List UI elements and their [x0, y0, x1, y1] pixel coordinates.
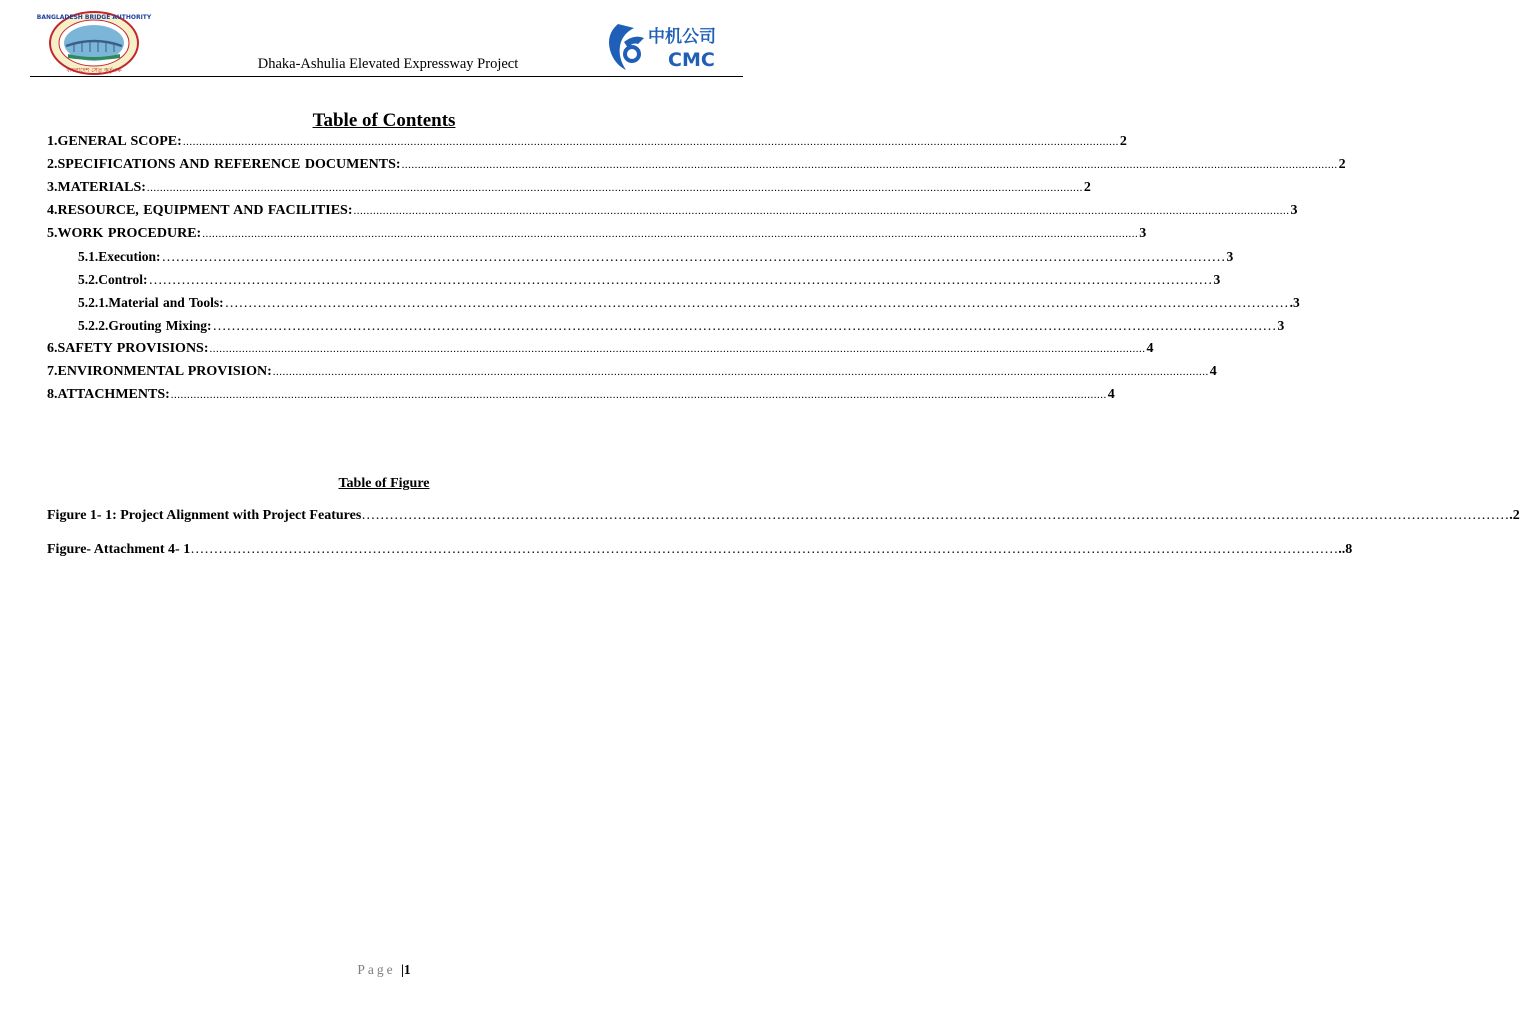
toc-entry-text: GENERAL SCOPE:	[57, 134, 182, 149]
cmc-logo-cn: 中机公司	[648, 27, 716, 47]
toc-entry[interactable]	[47, 387, 1115, 410]
header-title: Dhaka-Ashulia Elevated Expressway Project	[257, 56, 519, 72]
page-number: 1	[403, 962, 411, 977]
figure-dot-leader	[361, 508, 1509, 524]
toc-entry-text: Material and Tools:	[108, 295, 224, 310]
toc-dot-leader	[149, 273, 1213, 289]
toc-entry-page: 3	[1277, 318, 1285, 333]
toc-entry-page: 3	[1139, 226, 1147, 241]
toc-subentry[interactable]	[47, 272, 1221, 295]
toc-entry-page: 4	[1209, 364, 1217, 379]
figure-entry-page: .2	[1509, 508, 1520, 523]
toc-dot-leader	[353, 205, 1289, 217]
toc-entry-number: 7.	[47, 364, 58, 379]
toc-entry-number: 6.	[47, 341, 58, 356]
toc-entry-text: SPECIFICATIONS AND REFERENCE DOCUMENTS:	[57, 157, 401, 172]
toc-dot-leader	[162, 250, 1226, 266]
toc-entry[interactable]	[47, 180, 1091, 203]
toc-dot-leader	[213, 319, 1277, 335]
toc-dot-leader	[210, 343, 1146, 355]
toc-subentry[interactable]	[47, 249, 1234, 272]
toc-entry-text: WORK PROCEDURE:	[57, 226, 202, 241]
toc-entry-page: 3	[1213, 272, 1221, 287]
toc-dot-leader	[402, 159, 1338, 171]
header-divider	[30, 76, 743, 77]
toc-list	[47, 134, 1346, 410]
toc-dot-leader	[225, 296, 1289, 312]
toc-entry-page: 3	[1290, 203, 1298, 218]
toc-entry-number: 5.2.2.	[78, 318, 109, 333]
figure-entry-text: Figure 1- 1: Project Alignment with Project Features	[47, 508, 362, 523]
toc-entry-text: MATERIALS:	[57, 180, 146, 195]
cmc-logo	[604, 20, 732, 74]
toc-dot-leader	[273, 366, 1209, 378]
cmc-logo-en: CMC	[668, 49, 715, 71]
toc-entry-number: 2.	[47, 157, 58, 172]
toc-entry-number: 5.2.1.	[78, 295, 109, 310]
toc-subentry[interactable]	[47, 295, 1300, 318]
figure-entry[interactable]	[47, 542, 1353, 576]
toc-entry-number: 8.	[47, 387, 58, 402]
figures-list	[47, 508, 1520, 576]
toc-entry-page: 2	[1083, 180, 1091, 195]
toc-entry-number: 4.	[47, 203, 58, 218]
toc-entry[interactable]	[47, 226, 1147, 249]
toc-entry-text: Execution:	[98, 249, 161, 264]
toc-entry-number: 1.	[47, 134, 58, 149]
toc-subentry[interactable]	[47, 318, 1285, 341]
toc-title: Table of Contents	[312, 110, 456, 131]
toc-entry-page: 2	[1338, 157, 1346, 172]
toc-entry-page: 3	[1226, 249, 1234, 264]
toc-entry-text: SAFETY PROVISIONS:	[57, 341, 209, 356]
bba-logo-text-top: BANGLADESH BRIDGE AUTHORITY	[36, 14, 152, 21]
toc-entry[interactable]	[47, 157, 1346, 180]
toc-dot-leader	[171, 389, 1107, 401]
toc-entry-number: 5.2.	[78, 272, 99, 287]
toc-entry[interactable]	[47, 134, 1127, 157]
figure-entry[interactable]	[47, 508, 1520, 542]
figure-entry-page: ..8	[1338, 542, 1353, 557]
toc-entry-page: 2	[1119, 134, 1127, 149]
toc-entry-text: ATTACHMENTS:	[57, 387, 170, 402]
figure-dot-leader	[190, 542, 1338, 558]
page-label: Page	[357, 962, 396, 977]
page-separator: |	[400, 962, 404, 977]
bba-logo-text-bottom: বাংলাদেশ সেতু কর্তৃপক্ষ	[66, 67, 122, 74]
toc-dot-leader	[147, 182, 1083, 194]
toc-entry-text: ENVIRONMENTAL PROVISION:	[57, 364, 272, 379]
toc-entry[interactable]	[47, 364, 1217, 387]
toc-entry-text: Control:	[98, 272, 148, 287]
toc-entry-number: 5.	[47, 226, 58, 241]
toc-dot-leader	[183, 136, 1119, 148]
figure-entry-text: Figure- Attachment 4- 1	[47, 542, 191, 557]
page-footer	[0, 962, 768, 978]
toc-entry-number: 5.1.	[78, 249, 99, 264]
toc-entry-page: .3	[1289, 295, 1300, 310]
toc-entry-text: Grouting Mixing:	[108, 318, 212, 333]
toc-entry[interactable]	[47, 203, 1298, 226]
toc-entry-number: 3.	[47, 180, 58, 195]
figures-title: Table of Figure	[338, 476, 430, 491]
toc-entry-page: 4	[1146, 341, 1154, 356]
toc-entry[interactable]	[47, 341, 1154, 364]
toc-dot-leader	[202, 228, 1138, 240]
toc-entry-text: RESOURCE, EQUIPMENT AND FACILITIES:	[57, 203, 353, 218]
toc-entry-page: 4	[1107, 387, 1115, 402]
